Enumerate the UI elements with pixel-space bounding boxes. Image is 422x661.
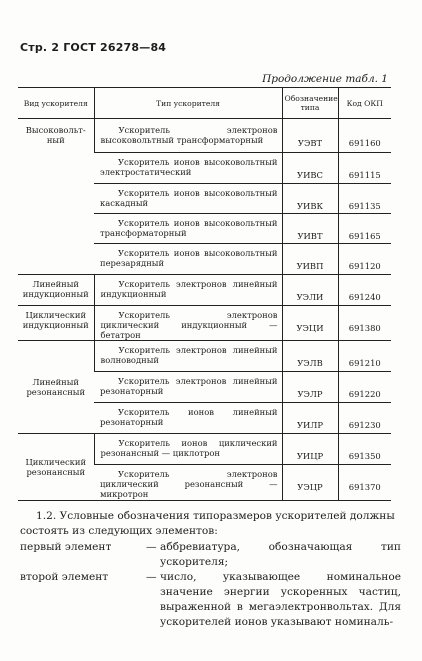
type-cell: Ускоритель электронов циклический резонансный — микротрон [94,465,282,501]
kind-cell: Циклический индукционный [18,306,94,341]
kind-cell: Циклический резонансный [18,434,94,501]
type-cell: Ускоритель ионов высоковольтный трансформаторный [94,214,282,244]
type-cell: Ускоритель ионов высоковольтный каскадный [94,184,282,214]
code-cell: 691165 [338,214,391,244]
designation-cell: УИЛР [282,403,338,434]
header-designation: Обозначение типа [282,88,338,119]
definition-text: число, указывающее номинальное значение энергии ускоренных частиц, выраженной в мегаэлектронвольтах. Для ускорителей ионов указывают номиналь- [160,571,401,628]
type-cell: Ускоритель электронов высоковольтный трансформаторный [94,119,282,153]
designation-cell: УЭЦИ [282,306,338,341]
paragraph-1-2-continued: состоять из следующих элементов: [20,525,218,537]
kind-cell: Высоковольт-ный [25,125,86,145]
code-cell: 691115 [338,153,391,184]
header-code: Код ОКП [338,88,391,119]
designation-cell: УИЦР [282,434,338,465]
definition-dash: — [146,571,157,583]
code-cell: 691120 [338,244,391,275]
type-cell: Ускоритель ионов высоковольтный электростатический [94,153,282,184]
designation-cell: УИВК [282,184,338,214]
code-cell: 691240 [338,275,391,306]
designation-cell: УЭВТ [282,119,338,153]
header-type: Тип ускорителя [94,88,282,119]
code-cell: 691380 [338,306,391,341]
type-cell: Ускоритель ионов высоковольтный перезарядный [94,244,282,275]
kind-cell: Линейный индукционный [18,275,94,306]
designation-cell: УЭЦР [282,465,338,501]
table-row [18,306,391,341]
kind-cell: Линейный резонансный [18,341,94,434]
table-row [18,434,391,465]
definition-term: второй элемент [20,571,109,583]
type-cell: Ускоритель электронов линейный резонаторный [94,372,282,403]
designation-cell: УЭЛР [282,372,338,403]
code-cell: 691350 [338,434,391,465]
table-row [18,119,391,153]
definition-text: аббревиатура, обозначающая тип ускорителя; [160,541,401,568]
page-header: Стр. 2 ГОСТ 26278—84 [20,41,167,54]
code-cell: 691230 [338,403,391,434]
definition-dash: — [146,541,157,553]
table-header-row [18,88,391,119]
code-cell: 691220 [338,372,391,403]
code-cell: 691210 [338,341,391,372]
table-row [18,275,391,306]
table-row [18,341,391,372]
designation-cell: УИВС [282,153,338,184]
paragraph-1-2: 1.2. Условные обозначения типоразмеров ускорителей должны [36,510,395,522]
definition-item [20,540,401,570]
header-kind: Вид ускорителя [18,88,94,119]
type-cell: Ускоритель ионов циклический резонансный — циклотрон [94,434,282,465]
table-continuation-label: Продолжение табл. 1 [262,73,388,85]
type-cell: Ускоритель электронов линейный волноводный [94,341,282,372]
code-cell: 691160 [338,119,391,153]
designation-cell: УИВП [282,244,338,275]
definition-term: первый элемент [20,541,112,553]
code-cell: 691370 [338,465,391,501]
code-cell: 691135 [338,184,391,214]
designation-cell: УЭЛВ [282,341,338,372]
definition-list [20,540,401,630]
type-cell: Ускоритель ионов линейный резонаторный [94,403,282,434]
type-cell: Ускоритель электронов линейный индукционный [94,275,282,306]
definition-item [20,570,401,630]
designation-cell: УЭЛИ [282,275,338,306]
designation-cell: УИВТ [282,214,338,244]
type-cell: Ускоритель электронов циклический индукционный — бетатрон [94,306,282,341]
accelerator-table [18,87,391,501]
